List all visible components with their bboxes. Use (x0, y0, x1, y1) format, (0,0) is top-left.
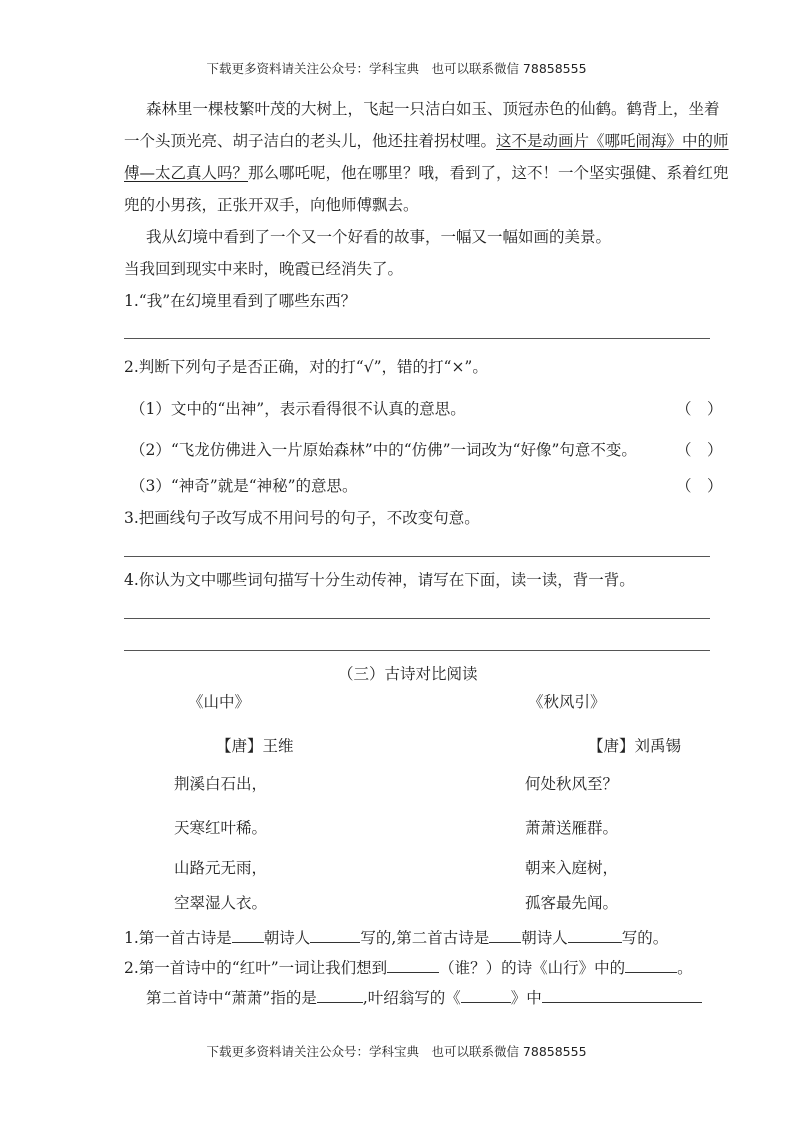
poem2-author: 【唐】刘禹锡 (588, 737, 682, 755)
fill-question-3 (146, 987, 702, 1008)
passage-line-3 (124, 163, 729, 183)
q2-item-1: （1）文中的“出神”，表示看得很不认真的意思。 (130, 400, 466, 418)
answer-line-q4-b[interactable] (124, 650, 710, 651)
fill-question-2 (124, 957, 693, 978)
poem2-line-3: 朝来入庭树， (525, 859, 619, 877)
blank-poet-name[interactable] (387, 957, 439, 973)
poem2-line-4: 孤客最先闻。 (525, 894, 619, 912)
fill-text: 写的。 (621, 929, 669, 947)
poem1-author: 【唐】王维 (216, 737, 294, 755)
poem2-title: 《秋风引》 (528, 693, 606, 711)
blank-poet-1[interactable] (310, 927, 360, 943)
fill-text: 》中 (510, 989, 542, 1007)
page-footer: 下载更多资料请关注公众号：学科宝典 也可以联系微信 78858555 (206, 1044, 587, 1059)
fill-text: （谁？）的诗《山行》中的 (439, 959, 626, 977)
passage-line-5: 我从幻境中看到了一个又一个好看的故事，一幅又一幅如画的美景。 (146, 228, 612, 246)
fill-text: 朝诗人 (263, 929, 311, 947)
poem2-line-1: 何处秋风至？ (525, 775, 619, 793)
poem1-title: 《山中》 (188, 693, 251, 711)
fill-text: 。 (677, 959, 693, 977)
question-3: 3.把画线句子改写成不用问号的句子，不改变句意。 (124, 509, 480, 527)
passage-line-4: 兜的小男孩，正张开双手，向他师傅飘去。 (124, 196, 419, 214)
answer-paren-3[interactable]: （ ） (676, 477, 723, 495)
fill-text: 朝诗人 (521, 929, 568, 947)
question-1: 1.“我”在幻境里看到了哪些东西？ (124, 292, 357, 310)
answer-line-q1[interactable] (124, 338, 710, 339)
q2-item-3: （3）“神奇”就是“神秘”的意思。 (130, 477, 358, 495)
q2-item-2: （2）“飞龙仿佛进入一片原始森林”中的“仿佛”一词改为“好像”句意不变。 (130, 441, 637, 459)
blank-dynasty-2[interactable] (489, 927, 521, 943)
blank-verse[interactable] (542, 987, 702, 1003)
blank-dynasty-1[interactable] (232, 927, 264, 943)
page-header: 下载更多资料请关注公众号：学科宝典 也可以联系微信 78858555 (206, 61, 587, 76)
passage-line-2 (124, 131, 729, 151)
blank-poem-title[interactable] (461, 987, 511, 1003)
question-2: 2.判断下列句子是否正确，对的打“√”，错的打“×”。 (124, 358, 488, 376)
fill-text: 1.第一首古诗是 (124, 929, 232, 947)
section-title: （三）古诗对比阅读 (338, 665, 478, 683)
poem1-line-2: 天寒红叶稀。 (174, 819, 268, 837)
poem1-line-3: 山路元无雨， (174, 859, 268, 877)
question-4: 4.你认为文中哪些词句描写十分生动传神，请写在下面，读一读，背一背。 (124, 571, 635, 589)
answer-paren-1[interactable]: （ ） (676, 400, 723, 418)
passage-line-1: 森林里一棵枝繁叶茂的大树上，飞起一只洁白如玉、顶冠赤色的仙鹤。鹤背上，坐着 (146, 100, 720, 118)
answer-line-q4-a[interactable] (124, 618, 710, 619)
fill-text: 写的,第二首古诗是 (360, 929, 490, 947)
passage-text: 那么哪吒呢，他在哪里？哦，看到了，这不！一个坚实强健、系着红兜 (248, 164, 729, 182)
poem2-line-2: 萧萧送雁群。 (525, 819, 619, 837)
passage-line-6: 当我回到现实中来时，晚霞已经消失了。 (124, 260, 404, 278)
fill-text: 2.第一首诗中的“红叶”一词让我们想到 (124, 959, 388, 977)
poem1-line-1: 荆溪白石出， (174, 775, 268, 793)
answer-paren-2[interactable]: （ ） (676, 441, 723, 459)
fill-question-1 (124, 927, 668, 948)
underlined-sentence-end: 傅—太乙真人吗？ (124, 164, 249, 182)
fill-text: 第二首诗中“萧萧”指的是 (146, 989, 317, 1007)
blank-line[interactable] (625, 957, 677, 973)
blank-poet-2[interactable] (568, 927, 622, 943)
poem1-line-4: 空翠湿人衣。 (174, 894, 268, 912)
underlined-sentence: 这不是动画片《哪吒闹海》中的师 (496, 132, 729, 150)
passage-text: 一个头顶光亮、胡子洁白的老头儿，他还拄着拐杖哩。 (124, 132, 497, 150)
fill-text: ,叶绍翁写的《 (362, 989, 461, 1007)
blank-meaning[interactable] (317, 987, 363, 1003)
answer-line-q3[interactable] (124, 556, 710, 557)
